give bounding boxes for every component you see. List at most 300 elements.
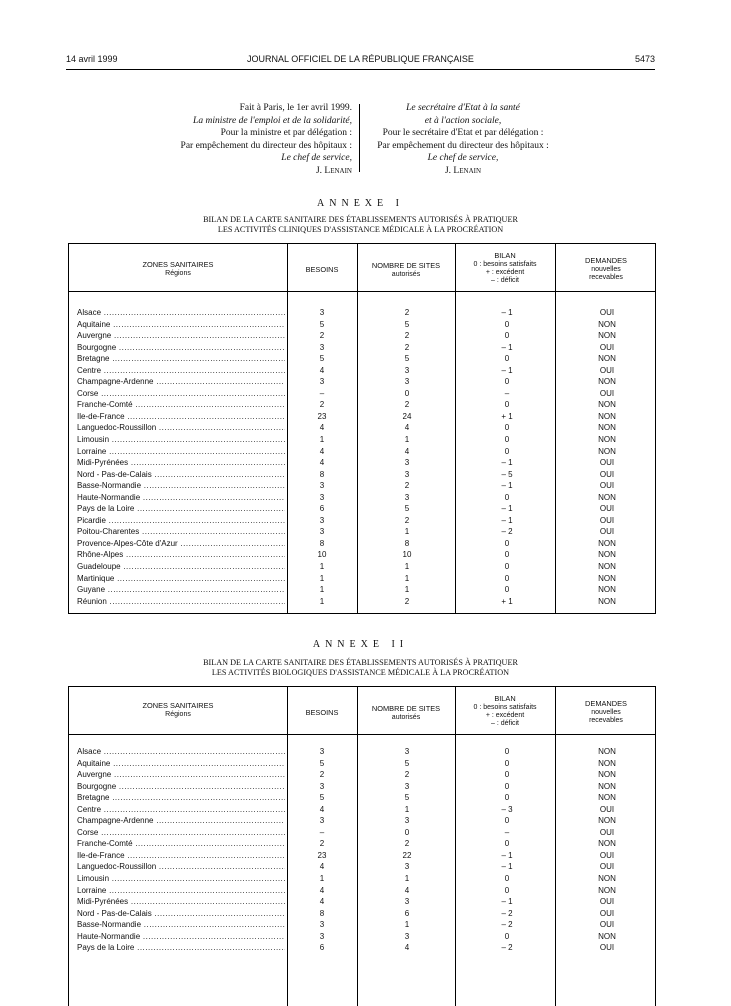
demandes-cell: NON — [598, 758, 616, 768]
sites-cell: 3 — [404, 897, 410, 907]
sites-cell: 5 — [404, 758, 410, 768]
sites-cell: 3 — [404, 747, 410, 756]
annex-2-title — [66, 658, 655, 677]
signature-impediment: Par empêchement du directeur des hôpitaux : — [180, 140, 352, 151]
demandes-cell: OUI — [599, 897, 615, 907]
bilan-cell: – 1 — [501, 897, 513, 907]
besoins-cell: 5 — [319, 319, 325, 329]
sites-cell: 22 — [402, 850, 412, 860]
demandes-cell: OUI — [599, 908, 615, 918]
annex-1-label: ANNEXE I — [317, 198, 404, 209]
demandes-cell: OUI — [599, 481, 615, 491]
demandes-cell: NON — [598, 446, 616, 456]
annex-1-table — [68, 243, 656, 614]
besoins-cell: 3 — [319, 747, 325, 756]
besoins-cell: 1 — [319, 596, 325, 606]
zone-cell: Aquitaine ..... — [77, 758, 285, 770]
table-row — [69, 885, 655, 897]
sites-cell: 1 — [404, 573, 410, 583]
zone-cell: Bretagne ..... — [77, 792, 285, 804]
signature-delegation: Pour le secrétaire d'Etat et par délégation : — [382, 128, 544, 138]
bilan-cell: – — [504, 388, 510, 398]
demandes-cell: OUI — [599, 920, 615, 930]
table-row — [69, 573, 655, 585]
table-row — [69, 422, 655, 434]
demandes-cell: NON — [598, 435, 616, 445]
bilan-cell: – 5 — [501, 469, 513, 479]
sites-cell: 4 — [404, 446, 410, 456]
bilan-cell: – 3 — [501, 804, 513, 814]
col-header-sites: NOMBRE DE SITES autorisés — [371, 704, 441, 721]
demandes-cell: NON — [598, 770, 616, 780]
besoins-cell: 4 — [319, 862, 325, 872]
sites-cell: 24 — [402, 411, 412, 421]
table-row — [69, 319, 655, 331]
besoins-cell: 6 — [319, 504, 325, 514]
besoins-cell: 1 — [319, 874, 325, 884]
demandes-cell: OUI — [599, 943, 615, 953]
sites-cell: 3 — [404, 862, 410, 872]
bilan-cell: – 1 — [501, 458, 513, 468]
table-row — [69, 330, 655, 342]
bilan-cell: 0 — [504, 573, 510, 583]
sites-cell: 3 — [404, 492, 410, 502]
demandes-cell: OUI — [599, 388, 615, 398]
sites-cell: 4 — [404, 943, 410, 953]
besoins-cell: 3 — [319, 308, 325, 317]
sites-cell: 1 — [404, 562, 410, 572]
sites-cell: 6 — [404, 908, 410, 918]
annex-2-table — [68, 686, 656, 1006]
bilan-cell: – 2 — [501, 527, 513, 537]
zone-cell: Bourgogne ..... — [77, 781, 285, 793]
besoins-cell: 8 — [319, 469, 325, 479]
besoins-cell: 3 — [319, 377, 325, 387]
signature-block-right — [362, 102, 564, 177]
header-rule — [66, 69, 655, 70]
bilan-cell: – 1 — [501, 342, 513, 352]
bilan-cell: 0 — [504, 354, 510, 364]
table-row — [69, 942, 655, 954]
zone-cell: Picardie ..... — [77, 515, 285, 527]
page-header — [66, 54, 655, 70]
zone-cell: Limousin ..... — [77, 434, 285, 446]
signature-name: J. Lenain — [444, 165, 482, 176]
bilan-cell: 0 — [504, 781, 510, 791]
signature-ministry-line2: et à l'action sociale, — [424, 115, 502, 126]
zone-cell: Corse ..... — [77, 827, 285, 839]
sites-cell: 1 — [404, 585, 410, 595]
zone-cell: Alsace ..... — [77, 746, 285, 758]
besoins-cell: 23 — [317, 850, 327, 860]
bilan-cell: 0 — [504, 816, 510, 826]
demandes-cell: NON — [598, 931, 616, 941]
bilan-cell: 0 — [504, 377, 510, 387]
demandes-cell: OUI — [599, 469, 615, 479]
signature-divider — [359, 104, 360, 172]
demandes-cell: NON — [598, 400, 616, 410]
issue-date: 14 avril 1999 — [66, 54, 118, 64]
zone-cell: Aquitaine ..... — [77, 319, 285, 331]
bilan-cell: 0 — [504, 585, 510, 595]
table-row — [69, 515, 655, 527]
bilan-cell: – 1 — [501, 481, 513, 491]
demandes-cell: NON — [598, 596, 616, 606]
besoins-cell: 3 — [319, 527, 325, 537]
demandes-cell: NON — [598, 839, 616, 849]
signature-ministry-line1: Le secrétaire d'Etat à la santé — [406, 103, 520, 113]
zone-cell: Guadeloupe ..... — [77, 561, 285, 573]
besoins-cell: 3 — [319, 492, 325, 502]
zone-cell: Poitou-Charentes ..... — [77, 526, 285, 538]
besoins-cell: 2 — [319, 839, 325, 849]
table-row — [69, 908, 655, 920]
table-row — [69, 815, 655, 827]
sites-cell: 4 — [404, 423, 410, 433]
sites-cell: 4 — [404, 885, 410, 895]
zone-cell: Languedoc-Roussillon ..... — [77, 422, 285, 434]
signature-name: J. Lenain — [315, 165, 352, 176]
signature-impediment: Par empêchement du directeur des hôpitaux : — [377, 140, 549, 151]
table-row — [69, 388, 655, 400]
bilan-cell: 0 — [504, 931, 510, 941]
table-row — [69, 746, 655, 758]
besoins-cell: 4 — [319, 423, 325, 433]
zone-cell: Provence-Alpes-Côte d'Azur ..... — [77, 538, 285, 550]
demandes-cell: OUI — [599, 458, 615, 468]
bilan-cell: 0 — [504, 562, 510, 572]
table-row — [69, 792, 655, 804]
demandes-cell: OUI — [599, 827, 615, 837]
table-row — [69, 827, 655, 839]
besoins-cell: 1 — [319, 573, 325, 583]
sites-cell: 2 — [404, 308, 410, 317]
bilan-cell: 0 — [504, 770, 510, 780]
zone-cell: Franche-Comté ..... — [77, 399, 285, 411]
table-row — [69, 480, 655, 492]
bilan-cell: – 1 — [501, 862, 513, 872]
table-row — [69, 434, 655, 446]
signature-ministry: La ministre de l'emploi et de la solidarité, — [193, 115, 352, 126]
col-header-sites: NOMBRE DE SITES autorisés — [371, 261, 441, 278]
table-row — [69, 861, 655, 873]
sites-cell: 5 — [404, 319, 410, 329]
demandes-cell: NON — [598, 781, 616, 791]
demandes-cell: OUI — [599, 527, 615, 537]
zone-cell: Auvergne ..... — [77, 769, 285, 781]
col-header-demandes: DEMANDES nouvelles recevables — [585, 699, 627, 724]
table-row — [69, 538, 655, 550]
besoins-cell: – — [319, 827, 325, 837]
demandes-cell: NON — [598, 331, 616, 341]
bilan-cell: 0 — [504, 538, 510, 548]
sites-cell: 2 — [404, 481, 410, 491]
table-row — [69, 596, 655, 608]
bilan-cell: 0 — [504, 423, 510, 433]
table-row — [69, 850, 655, 862]
besoins-cell: 1 — [319, 435, 325, 445]
sites-cell: 8 — [404, 538, 410, 548]
col-header-bilan: BILAN 0 : besoins satisfaits + : excédent – : déficit — [473, 251, 537, 284]
sites-cell: 1 — [404, 527, 410, 537]
col-header-zones: ZONES SANITAIRES Régions — [142, 701, 214, 718]
besoins-cell: 1 — [319, 585, 325, 595]
demandes-cell: OUI — [599, 342, 615, 352]
besoins-cell: 23 — [317, 411, 327, 421]
sites-cell: 10 — [402, 550, 412, 560]
sites-cell: 2 — [404, 400, 410, 410]
annex-2-title-line1: BILAN DE LA CARTE SANITAIRE DES ÉTABLISSEMENTS AUTORISÉS À PRATIQUER — [203, 658, 518, 667]
col-header-demandes: DEMANDES nouvelles recevables — [585, 256, 627, 281]
demandes-cell: NON — [598, 816, 616, 826]
besoins-cell: 4 — [319, 446, 325, 456]
annex-2-label: ANNEXE II — [312, 639, 409, 650]
bilan-cell: – 1 — [501, 308, 513, 317]
bilan-cell: 0 — [504, 839, 510, 849]
demandes-cell: OUI — [599, 365, 615, 375]
col-header-besoins: BESOINS — [305, 708, 339, 717]
bilan-cell: 0 — [504, 885, 510, 895]
zone-cell: Centre ..... — [77, 365, 285, 377]
table-row — [69, 919, 655, 931]
zone-cell: Bretagne ..... — [77, 353, 285, 365]
demandes-cell: NON — [598, 885, 616, 895]
zone-cell: Bourgogne ..... — [77, 342, 285, 354]
zone-cell: Nord - Pas-de-Calais ..... — [77, 469, 285, 481]
table-row — [69, 526, 655, 538]
demandes-cell: NON — [598, 377, 616, 387]
zone-cell: Martinique ..... — [77, 573, 285, 585]
col-header-besoins: BESOINS — [305, 265, 339, 274]
zone-cell: Lorraine ..... — [77, 446, 285, 458]
sites-cell: 3 — [404, 816, 410, 826]
table-row — [69, 399, 655, 411]
table-row — [69, 492, 655, 504]
sites-cell: 3 — [404, 931, 410, 941]
demandes-cell: OUI — [599, 850, 615, 860]
demandes-cell: OUI — [599, 804, 615, 814]
bilan-cell: 0 — [504, 492, 510, 502]
table-row — [69, 457, 655, 469]
bilan-cell: + 1 — [501, 596, 513, 606]
bilan-cell: 0 — [504, 319, 510, 329]
bilan-cell: 0 — [504, 874, 510, 884]
besoins-cell: 10 — [317, 550, 327, 560]
page-number: 5473 — [634, 54, 655, 64]
zone-cell: Languedoc-Roussillon ..... — [77, 861, 285, 873]
zone-cell: Pays de la Loire ..... — [77, 503, 285, 515]
table-row — [69, 446, 655, 458]
col-header-bilan: BILAN 0 : besoins satisfaits + : excédent – : déficit — [473, 694, 537, 727]
bilan-cell: 0 — [504, 747, 510, 756]
besoins-cell: 4 — [319, 365, 325, 375]
sites-cell: 3 — [404, 458, 410, 468]
sites-cell: 2 — [404, 331, 410, 341]
besoins-cell: 5 — [319, 758, 325, 768]
sites-cell: 3 — [404, 781, 410, 791]
annex-1-title-line1: BILAN DE LA CARTE SANITAIRE DES ÉTABLISSEMENTS AUTORISÉS À PRATIQUER — [203, 215, 518, 224]
sites-cell: 2 — [404, 515, 410, 525]
besoins-cell: 4 — [319, 897, 325, 907]
signature-chief: Le chef de service, — [427, 153, 499, 163]
table-row — [69, 353, 655, 365]
demandes-cell: NON — [598, 562, 616, 572]
table-row — [69, 758, 655, 770]
annex-2-title-line2: LES ACTIVITÉS BIOLOGIQUES D'ASSISTANCE MÉDICALE À LA PROCRÉATION — [211, 667, 510, 677]
zone-cell: Guyane ..... — [77, 584, 285, 596]
besoins-cell: 4 — [319, 804, 325, 814]
table-row — [69, 838, 655, 850]
besoins-cell: 8 — [319, 908, 325, 918]
demandes-cell: NON — [598, 550, 616, 560]
sites-cell: 2 — [404, 342, 410, 352]
besoins-cell: – — [319, 388, 325, 398]
sites-cell: 0 — [404, 827, 410, 837]
besoins-cell: 6 — [319, 943, 325, 953]
zone-cell: Franche-Comté ..... — [77, 838, 285, 850]
bilan-cell: – 1 — [501, 850, 513, 860]
zone-cell: Champagne-Ardenne ..... — [77, 815, 285, 827]
demandes-cell: OUI — [599, 515, 615, 525]
zone-cell: Rhône-Alpes ..... — [77, 549, 285, 561]
zone-cell: Basse-Normandie ..... — [77, 919, 285, 931]
besoins-cell: 2 — [319, 331, 325, 341]
demandes-cell: NON — [598, 573, 616, 583]
bilan-cell: – 2 — [501, 908, 513, 918]
sites-cell: 2 — [404, 596, 410, 606]
signature-chief: Le chef de service, — [281, 153, 352, 163]
besoins-cell: 8 — [319, 538, 325, 548]
zone-cell: Midi-Pyrénées ..... — [77, 457, 285, 469]
zone-cell: Ile-de-France ..... — [77, 850, 285, 862]
demandes-cell: OUI — [599, 862, 615, 872]
annex-1-rows — [69, 307, 655, 607]
sites-cell: 3 — [404, 365, 410, 375]
besoins-cell: 1 — [319, 562, 325, 572]
sites-cell: 3 — [404, 469, 410, 479]
demandes-cell: NON — [598, 319, 616, 329]
zone-cell: Midi-Pyrénées ..... — [77, 896, 285, 908]
annex-1-title — [66, 215, 655, 234]
table-row — [69, 376, 655, 388]
table-row — [69, 342, 655, 354]
table-row — [69, 469, 655, 481]
sites-cell: 2 — [404, 770, 410, 780]
demandes-cell: NON — [598, 538, 616, 548]
besoins-cell: 2 — [319, 400, 325, 410]
besoins-cell: 3 — [319, 920, 325, 930]
bilan-cell: 0 — [504, 446, 510, 456]
bilan-cell: 0 — [504, 400, 510, 410]
bilan-cell: 0 — [504, 331, 510, 341]
bilan-cell: 0 — [504, 758, 510, 768]
bilan-cell: – 2 — [501, 943, 513, 953]
bilan-cell: 0 — [504, 435, 510, 445]
besoins-cell: 3 — [319, 931, 325, 941]
table-row — [69, 503, 655, 515]
demandes-cell: OUI — [599, 308, 615, 317]
bilan-cell: – 1 — [501, 504, 513, 514]
sites-cell: 0 — [404, 388, 410, 398]
besoins-cell: 3 — [319, 816, 325, 826]
sites-cell: 5 — [404, 793, 410, 803]
bilan-cell: – — [504, 827, 510, 837]
table-row — [69, 931, 655, 943]
demandes-cell: NON — [598, 492, 616, 502]
table-row — [69, 411, 655, 423]
journal-title: JOURNAL OFFICIEL DE LA RÉPUBLIQUE FRANÇAISE — [247, 54, 474, 64]
bilan-cell: – 1 — [501, 365, 513, 375]
besoins-cell: 2 — [319, 770, 325, 780]
zone-cell: Basse-Normandie ..... — [77, 480, 285, 492]
zone-cell: Champagne-Ardenne ..... — [77, 376, 285, 388]
bilan-cell: + 1 — [501, 411, 513, 421]
table-row — [69, 584, 655, 596]
zone-cell: Réunion ..... — [77, 596, 285, 608]
demandes-cell: OUI — [599, 504, 615, 514]
sites-cell: 5 — [404, 354, 410, 364]
besoins-cell: 5 — [319, 354, 325, 364]
zone-cell: Nord - Pas-de-Calais ..... — [77, 908, 285, 920]
besoins-cell: 3 — [319, 781, 325, 791]
signature-delegation: Pour la ministre et par délégation : — [220, 128, 352, 138]
bilan-cell: 0 — [504, 550, 510, 560]
zone-cell: Corse ..... — [77, 388, 285, 400]
besoins-cell: 4 — [319, 885, 325, 895]
zone-cell: Haute-Normandie ..... — [77, 931, 285, 943]
demandes-cell: NON — [598, 874, 616, 884]
zone-cell: Limousin ..... — [77, 873, 285, 885]
demandes-cell: NON — [598, 411, 616, 421]
demandes-cell: NON — [598, 423, 616, 433]
annex-2-rows — [69, 746, 655, 954]
demandes-cell: NON — [598, 354, 616, 364]
sites-cell: 1 — [404, 804, 410, 814]
sites-cell: 3 — [404, 377, 410, 387]
bilan-cell: 0 — [504, 793, 510, 803]
demandes-cell: NON — [598, 747, 616, 756]
zone-cell: Lorraine ..... — [77, 885, 285, 897]
besoins-cell: 5 — [319, 793, 325, 803]
besoins-cell: 3 — [319, 515, 325, 525]
table-row — [69, 781, 655, 793]
bilan-cell: – 2 — [501, 920, 513, 930]
zone-cell: Centre ..... — [77, 804, 285, 816]
besoins-cell: 3 — [319, 342, 325, 352]
table-row — [69, 804, 655, 816]
demandes-cell: NON — [598, 793, 616, 803]
zone-cell: Alsace ..... — [77, 307, 285, 319]
zone-cell: Haute-Normandie ..... — [77, 492, 285, 504]
table-row — [69, 769, 655, 781]
zone-cell: Pays de la Loire ..... — [77, 942, 285, 954]
besoins-cell: 3 — [319, 481, 325, 491]
signature-block-left — [60, 102, 352, 177]
zone-cell: Auvergne ..... — [77, 330, 285, 342]
table-row — [69, 873, 655, 885]
sites-cell: 1 — [404, 920, 410, 930]
sites-cell: 1 — [404, 435, 410, 445]
sites-cell: 2 — [404, 839, 410, 849]
annex-1-title-line2: LES ACTIVITÉS CLINIQUES D'ASSISTANCE MÉDICALE À LA PROCRÉATION — [217, 224, 504, 234]
besoins-cell: 4 — [319, 458, 325, 468]
sites-cell: 5 — [404, 504, 410, 514]
bilan-cell: – 1 — [501, 515, 513, 525]
table-row — [69, 307, 655, 319]
sites-cell: 1 — [404, 874, 410, 884]
demandes-cell: NON — [598, 585, 616, 595]
table-row — [69, 561, 655, 573]
